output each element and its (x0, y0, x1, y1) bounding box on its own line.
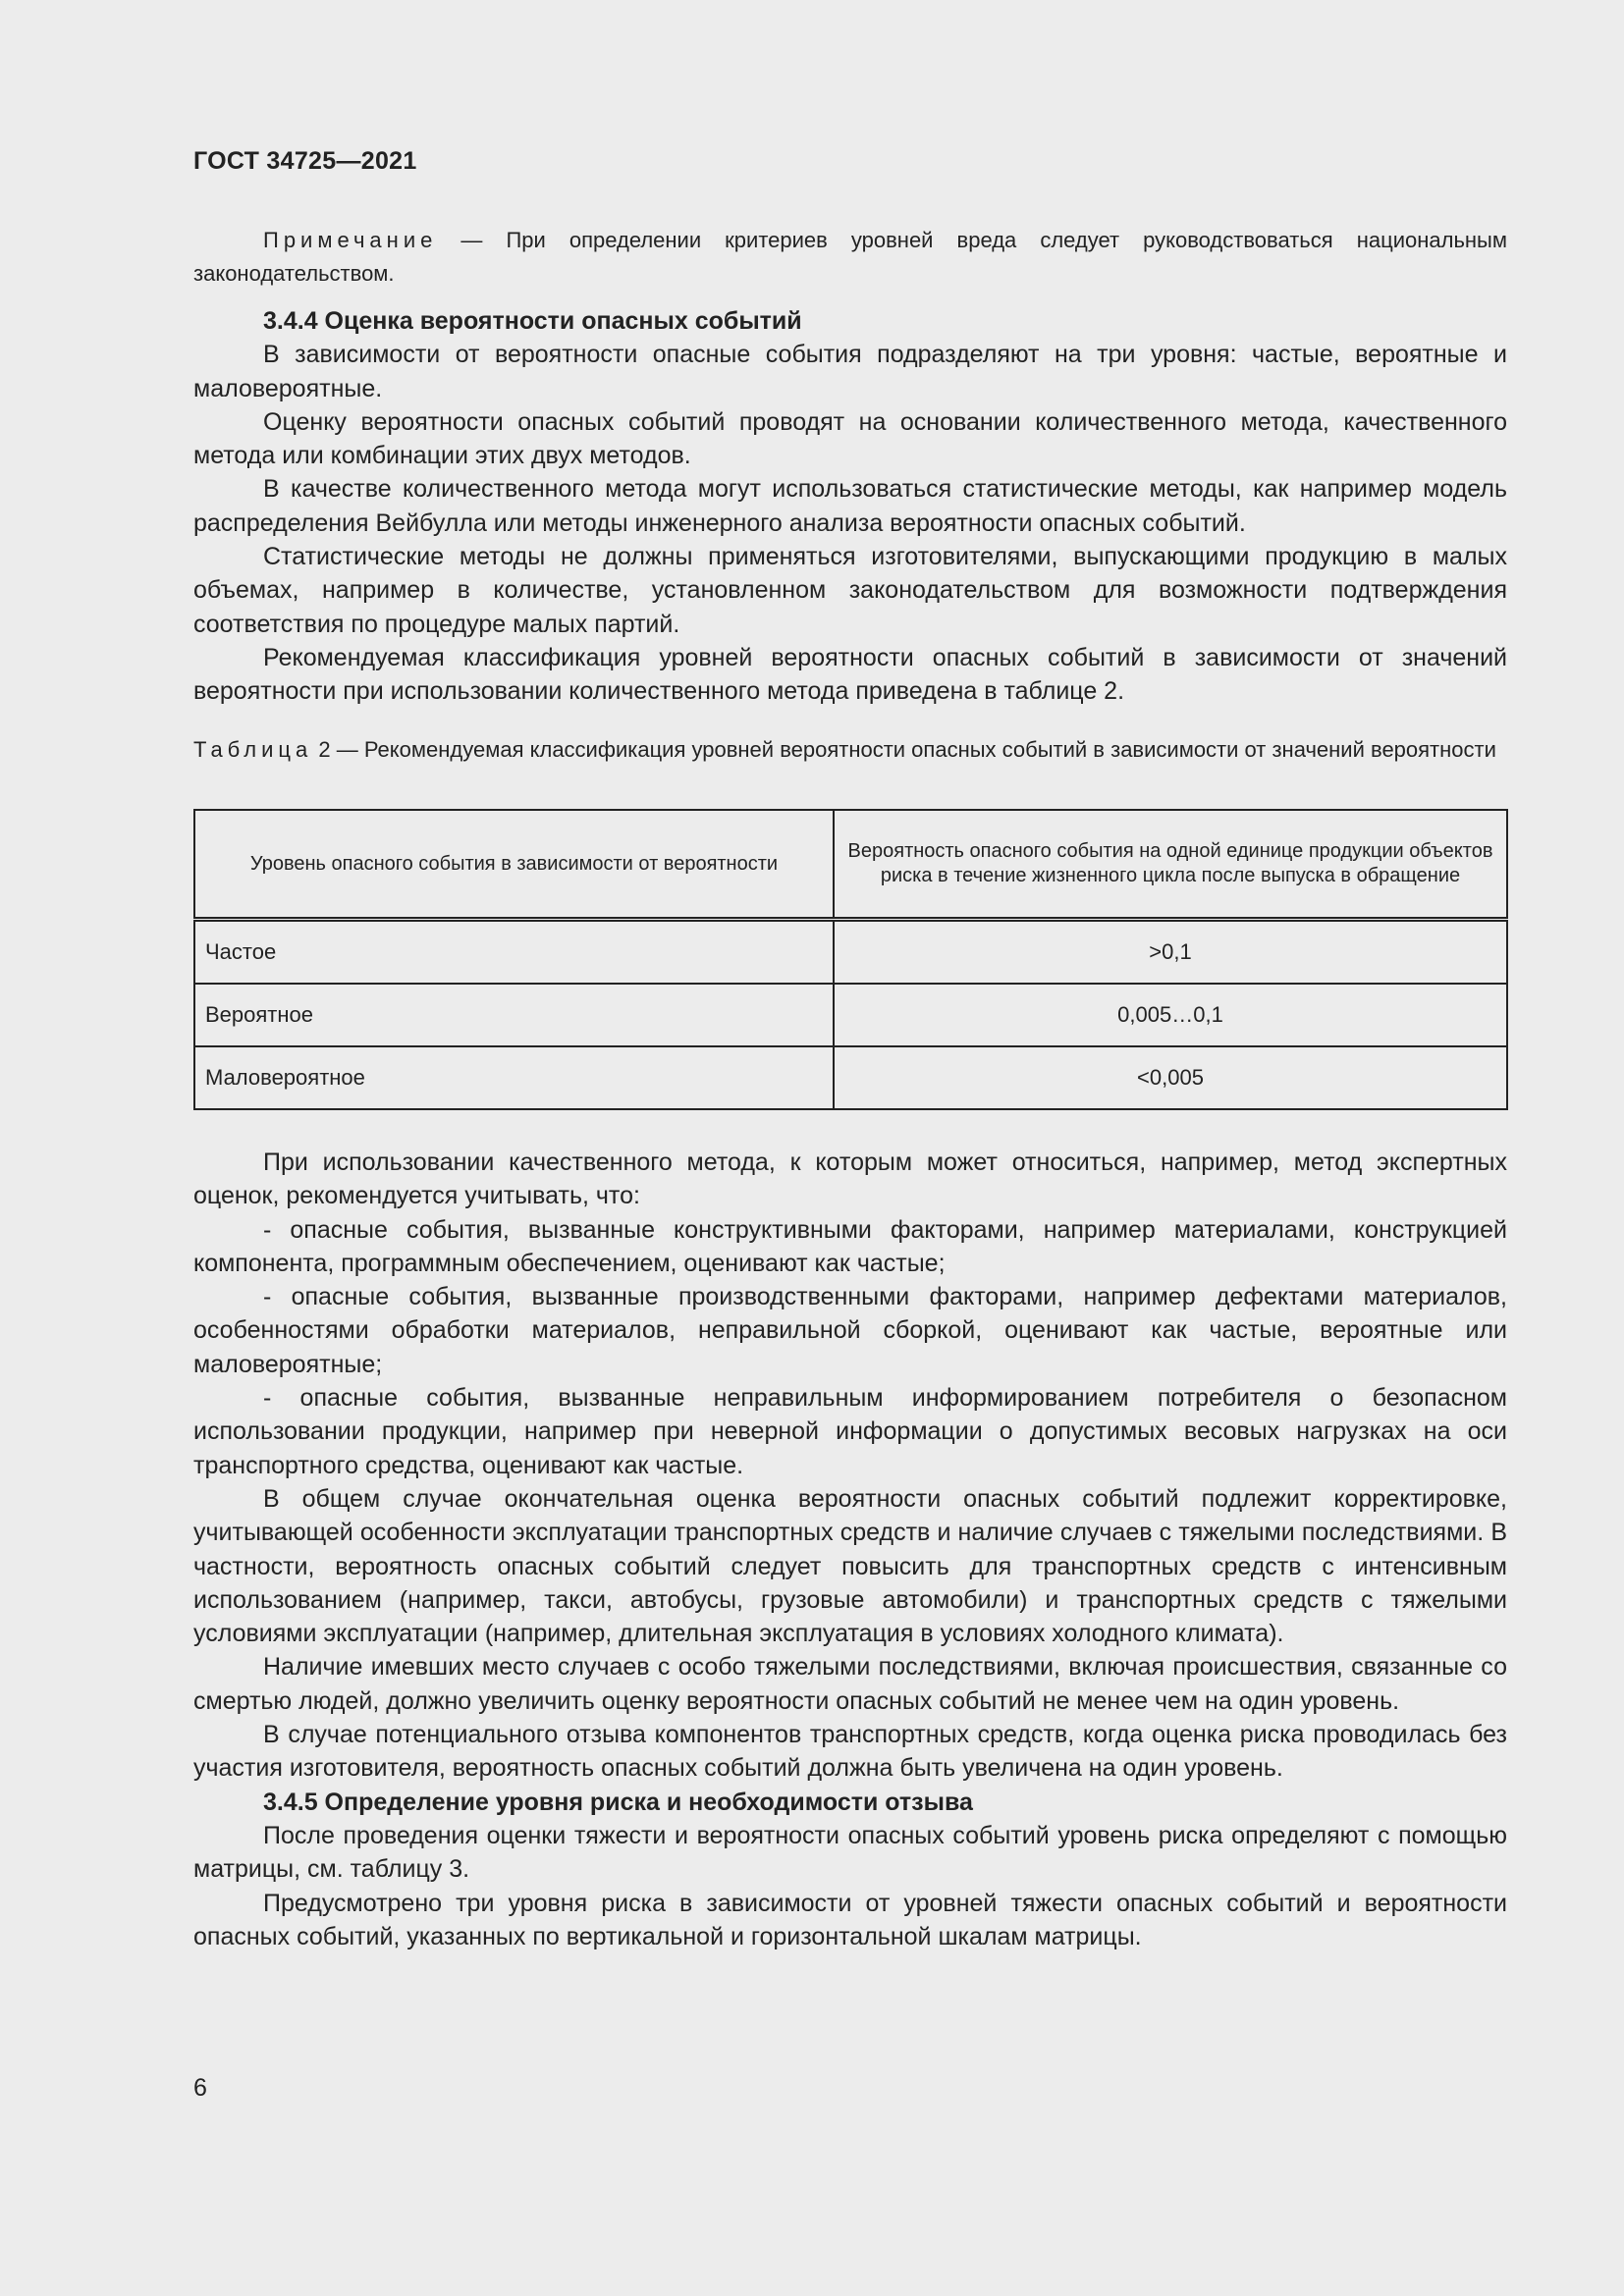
table-caption-label: Таблица (193, 737, 313, 762)
table-header-cell: Вероятность опасного события на одной единице продукции объектов риска в течение жизненного цикла после выпуска в обращение (834, 810, 1507, 920)
table-row (194, 1046, 1507, 1109)
paragraph: В качестве количественного метода могут использоваться статистические методы, как например модель распределения Вейбулла или методы инженерного анализа вероятности опасных событий. (193, 475, 1507, 537)
paragraph: В общем случае окончательная оценка вероятности опасных событий подлежит корректировке, учитывающей особенности эксплуатации транспортных средств и наличие случаев с тяжелыми последствиями. В частности, вероятность опасных событий следует повысить для транспортных средств с интенсивным использованием (например, такси, автобусы, грузовые автомобили) и транспортных средств с тяжелыми условиями эксплуатации (например, длительная эксплуатация в условиях холодного климата). (193, 1484, 1507, 1648)
note-text: — При определении критериев уровней вреда следует руководствоваться национальным законодательством. (193, 228, 1507, 286)
paragraph: Оценку вероятности опасных событий проводят на основании количественного метода, качественного метода или комбинации этих двух методов. (193, 407, 1507, 470)
table-header-row (194, 810, 1507, 920)
table-row (194, 984, 1507, 1046)
paragraph: После проведения оценки тяжести и вероятности опасных событий уровень риска определяют с помощью матрицы, см. таблицу 3. (193, 1821, 1507, 1884)
table-cell-value: <0,005 (834, 1046, 1507, 1109)
note-label: Примечание (263, 228, 438, 252)
table-caption-text: 2 — Рекомендуемая классификация уровней вероятности опасных событий в зависимости от значений вероятности (312, 737, 1496, 762)
section-3-4-4 (193, 304, 1507, 709)
probability-table (193, 809, 1508, 1110)
paragraph: В зависимости от вероятности опасные события подразделяют на три уровня: частые, вероятные и маловероятные. (193, 341, 1507, 402)
section-heading-3-4-5: 3.4.5 Определение уровня риска и необходимости отзыва (263, 1788, 973, 1816)
paragraph: Статистические методы не должны применяться изготовителями, выпускающими продукцию в малых объемах, например в количестве, установленном законодательством для возможности подтверждения соответствия по процедуре малых партий. (193, 543, 1507, 638)
list-item: - опасные события, вызванные неправильным информированием потребителя о безопасном использовании продукции, например при неверной информации о допустимых весовых нагрузках на оси транспортного средства, оценивают как частые. (193, 1384, 1507, 1479)
paragraph: Рекомендуемая классификация уровней вероятности опасных событий в зависимости от значений вероятности при использовании количественного метода приведена в таблице 2. (193, 643, 1507, 706)
paragraph: Наличие имевших место случаев с особо тяжелыми последствиями, включая происшествия, связанные со смертью людей, должно увеличить оценку вероятности опасных событий не менее чем на один уровень. (193, 1653, 1507, 1715)
table-cell-level: Частое (194, 920, 834, 985)
note (193, 224, 1507, 291)
table-row (194, 920, 1507, 985)
table-cell-value: 0,005…0,1 (834, 984, 1507, 1046)
table-header-cell: Уровень опасного события в зависимости от вероятности (194, 810, 834, 920)
body-after-table (193, 1146, 1507, 1953)
section-heading-3-4-4: 3.4.4 Оценка вероятности опасных событий (263, 307, 802, 335)
paragraph: При использовании качественного метода, к которым может относиться, например, метод экспертных оценок, рекомендуется учитывать, что: (193, 1148, 1507, 1210)
table-cell-value: >0,1 (834, 920, 1507, 985)
paragraph: В случае потенциального отзыва компонентов транспортных средств, когда оценка риска проводилась без участия изготовителя, вероятность опасных событий должна быть увеличена на один уровень. (193, 1721, 1507, 1783)
list-item: - опасные события, вызванные конструктивными факторами, например материалами, конструкцией компонента, программным обеспечением, оценивают как частые; (193, 1215, 1507, 1277)
table-cell-level: Вероятное (194, 984, 834, 1046)
document-code: ГОСТ 34725—2021 (193, 147, 417, 175)
table-caption (193, 733, 1507, 766)
list-item: - опасные события, вызванные производственными факторами, например дефектами материалов, особенностями обработки материалов, неправильной сборкой, оценивают как частые, вероятные или маловероятные; (193, 1283, 1507, 1378)
paragraph: Предусмотрено три уровня риска в зависимости от уровней тяжести опасных событий и вероятности опасных событий, указанных по вертикальной и горизонтальной шкалам матрицы. (193, 1889, 1507, 1950)
table-cell-level: Маловероятное (194, 1046, 834, 1109)
page-number: 6 (193, 2074, 207, 2102)
